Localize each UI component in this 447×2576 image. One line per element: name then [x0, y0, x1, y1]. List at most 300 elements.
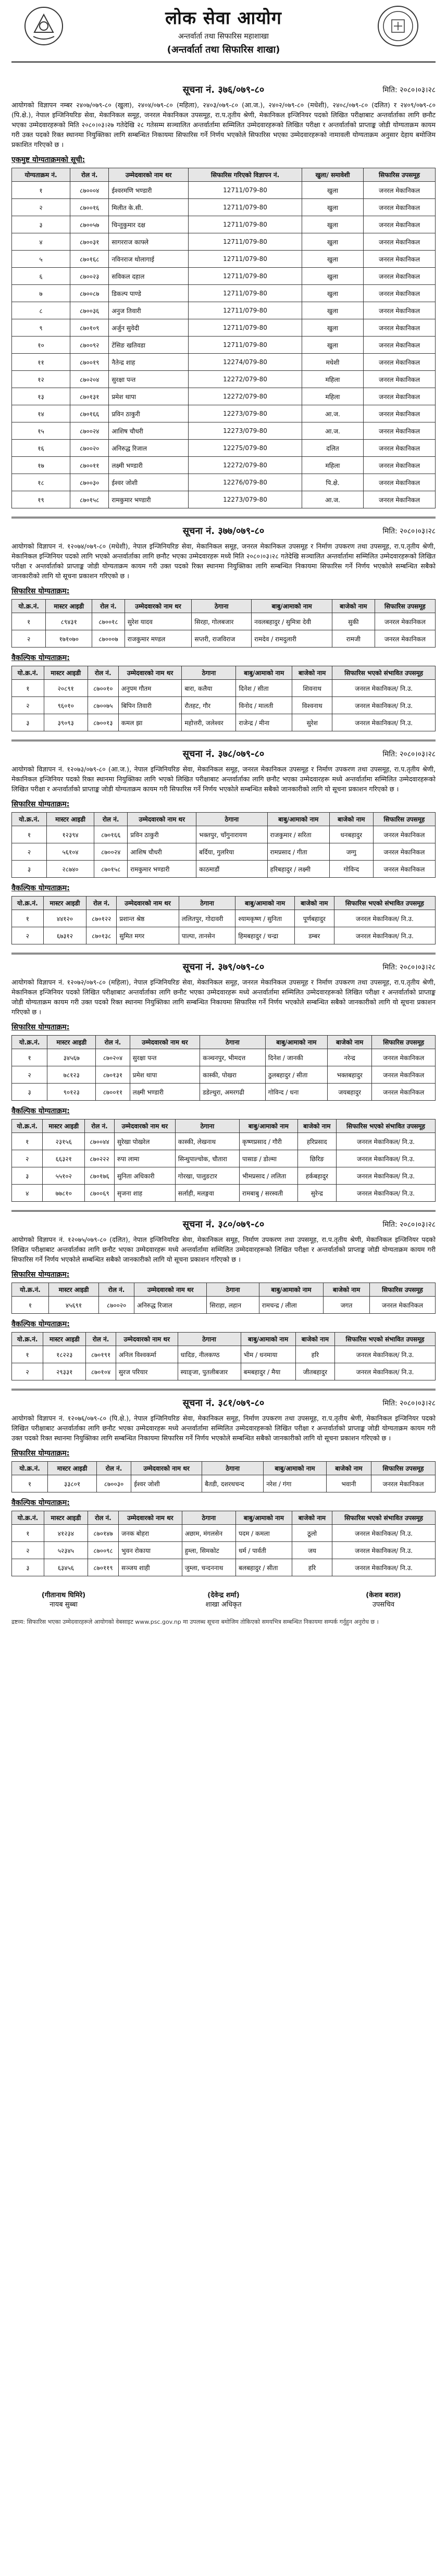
column-header: यो.क्र.नं.	[12, 813, 47, 826]
table-cell: ८७००२३	[70, 268, 109, 285]
column-header: सिफारिस भएको संभावित उपसमूह	[335, 1333, 436, 1346]
notice-date: मिति: २०८०।०३।२८	[382, 963, 436, 972]
column-header: बाजेको नाम	[329, 813, 373, 826]
column-header: यो.क्र.नं.	[12, 1511, 44, 1525]
table-cell: राजकुमार मण्डल	[125, 630, 192, 648]
table-cell: ८७०१३१	[96, 1066, 130, 1084]
column-header: ठेगाना	[192, 600, 252, 613]
table-row	[12, 251, 436, 268]
column-header: सिफारिस उपसमूह	[373, 813, 435, 826]
column-header: बाबु/आमाको नाम	[236, 1511, 292, 1525]
notice-block	[11, 1397, 436, 1576]
table-cell: ८७००११	[96, 1084, 130, 1101]
column-header: उम्मेदवारको नाम थर	[109, 168, 189, 182]
column-header: उम्मेदवारको नाम थर	[116, 1333, 178, 1346]
table-cell: भीम / धनमाया	[241, 1346, 295, 1363]
column-header: यो.क्र.नं.	[12, 600, 46, 613]
table-row	[12, 630, 436, 648]
table-cell: जनरल मेकानिकल	[363, 474, 435, 491]
table-cell: जनरल मेकानिकल	[363, 457, 435, 474]
table-cell: सुरेखा पोखरेल	[114, 1133, 175, 1150]
column-header: रोल नं.	[86, 897, 117, 910]
column-header: रोल नं.	[88, 666, 118, 680]
column-header: यो.क्र.नं.	[12, 666, 44, 680]
notice-header	[11, 748, 436, 760]
column-header: सिफारिस उपसमूह	[372, 1036, 436, 1049]
column-header: मास्टर आइडी	[43, 897, 86, 910]
table-cell: ७७८१०	[43, 1185, 85, 1202]
table-cell: ८७००२४	[70, 422, 109, 440]
table-cell: जनरल मेकानिकल/ नि.उ.	[332, 714, 436, 731]
table-cell: दिनेश / जानकी	[265, 1049, 327, 1066]
column-header: उम्मेदवारको नाम थर	[131, 1462, 202, 1475]
table-cell: बारा, कलैया	[182, 680, 236, 697]
table-cell: ३	[12, 1559, 44, 1576]
table-row	[12, 405, 436, 422]
table-row	[12, 1559, 436, 1576]
table-cell: ८	[12, 302, 70, 319]
notice-number: सूचना नं. ३७९/०७९-८०	[182, 962, 265, 973]
table-cell: अर्जुन सुवेदी	[109, 319, 189, 337]
header	[11, 0, 436, 83]
table-cell: 12711/079-80	[189, 337, 302, 354]
notice-number: सूचना नं. ३७७/०७९-८०	[182, 526, 265, 537]
notice-divider	[11, 517, 436, 518]
column-header: ठेगाना	[202, 1462, 264, 1475]
nepal-emblem-icon	[23, 5, 65, 47]
table-cell: अनुज तिवारी	[109, 302, 189, 319]
table-cell: ८७००१०	[88, 680, 118, 697]
table-cell: २	[12, 199, 70, 216]
table-cell: जय	[292, 1542, 332, 1559]
table-cell: १०	[12, 337, 70, 354]
table-cell: १६	[12, 440, 70, 457]
table-cell: २३१५६	[43, 1133, 85, 1150]
table-row	[12, 843, 436, 861]
table-cell: जनरल मेकानिकल	[363, 182, 435, 199]
table-header-row	[12, 1036, 436, 1049]
table-cell: हर्कबहादुर	[297, 1167, 336, 1185]
table-cell: भक्तपुर, चाँगुनारायण	[196, 826, 267, 843]
table-cell: १	[12, 910, 44, 927]
column-header: सिफारिस भएको संभावित उपसमूह	[332, 666, 436, 680]
table-cell: रामजी	[332, 630, 375, 648]
table-cell: गोविन्द	[329, 861, 373, 878]
table-cell: अनुपम गौतम	[118, 680, 182, 697]
table-cell: 12711/079-80	[189, 302, 302, 319]
table-cell: ८९४३१	[46, 613, 92, 630]
table-cell: कञ्चनपुर, भीमदत्त	[200, 1049, 266, 1066]
table-cell: ४५६९१	[48, 1297, 98, 1314]
table-cell: ७	[12, 285, 70, 302]
column-header: मास्टर आइडी	[47, 1036, 96, 1049]
table-cell: गोरखा, पालुङटार	[175, 1167, 239, 1185]
column-header: सिफारिस उपसमूह	[369, 1283, 435, 1297]
section-title: वैकल्पिक योग्यताक्रम:	[11, 654, 70, 662]
signer-2	[171, 1590, 276, 1609]
table-cell: ८७०११९	[88, 1559, 118, 1576]
column-header: बाबु/आमाको नाम	[267, 813, 329, 826]
column-header: बाबु/आमाको नाम	[259, 1283, 323, 1297]
column-header: उम्मेदवारको नाम थर	[134, 1283, 207, 1297]
table-cell: कृष्णप्रसाद / गौरी	[240, 1133, 298, 1150]
table-cell: रामकुमार भण्डारी	[128, 861, 196, 878]
table-cell: भीमप्रसाद / ललिता	[240, 1167, 298, 1185]
table-cell: आ.ज.	[302, 491, 364, 508]
column-header: सिफारिस उपसमूह	[371, 1462, 436, 1475]
table-cell: 12272/079-80	[189, 371, 302, 388]
table-cell: नैतेन्द्र शाह	[109, 354, 189, 371]
signer-role: शाखा अधिकृत	[205, 1601, 242, 1609]
table-cell: सुनिता अधिकारी	[114, 1167, 175, 1185]
table-cell: आ.ज.	[302, 422, 364, 440]
table-cell: ८७०१२२	[86, 910, 117, 927]
table-cell: जनरल मेकानिकल/ नि.उ.	[336, 1167, 435, 1185]
table-cell: १२	[12, 371, 70, 388]
column-header: बाबु/आमाको नाम	[265, 1036, 327, 1049]
table-cell: खुला	[302, 302, 364, 319]
table-cell: ८७००७५	[88, 697, 118, 714]
table-cell: हरि	[292, 1559, 332, 1576]
table-cell: छिरिङ	[297, 1150, 336, 1167]
column-header: यो.क्र.नं.	[12, 1333, 43, 1346]
table-cell: ४	[12, 233, 70, 251]
column-header: बाबु/आमाको नाम	[236, 666, 292, 680]
column-header: रोल नं.	[70, 168, 109, 182]
table-cell: जनरल मेकानिकल/ नि.उ.	[334, 910, 435, 927]
table-cell: २	[12, 843, 47, 861]
column-header: खुला/ समावेशी	[302, 168, 364, 182]
column-header: बाजेको नाम	[292, 666, 332, 680]
notice-body: आयोगको विज्ञापन नं. १२०७५/०७९-८० (दलित), नेपाल इन्जिनियरिङ सेवा, मेकानिकल समूह, निर्माण उपकरण तथा उपसमूह, रा.प.तृतीय श्रेणी, मेकानिकल इन्जिनियर पदको लिखित परीक्षाबाट अन्तर्वार्ताका लागि छनौट भएका उम्मेदवारहरू मध्ये अन्तर्वार्तामा सम्मिलित उम्मेदवारहरूको लिखित परीक्षा र अन्तर्वार्ताको प्राप्ताङ्क जोडी योग्यताक्रम कायम गरी सिफारिस गर्ने निर्णय भएकोले सम्बन्धित सबैको जानकारीको लागि यो सूचना प्रकाशन गरिएको छ ।	[11, 1236, 436, 1263]
table-row	[12, 422, 436, 440]
table-cell: ३९०९३	[44, 714, 88, 731]
table-cell: १	[12, 182, 70, 199]
notices-container	[11, 83, 436, 1576]
table-cell: जगत	[324, 1297, 370, 1314]
table-row	[12, 354, 436, 371]
column-header: बाबु/आमाको नाम	[235, 897, 294, 910]
table-cell: स्याङ्जा, पुतलीबजार	[178, 1363, 241, 1380]
table-cell: जनरल मेकानिकल	[375, 630, 435, 648]
table-row	[12, 697, 436, 714]
table-cell: सुरक्षा पन्त	[109, 371, 189, 388]
column-header: उम्मेदवारको नाम थर	[117, 897, 179, 910]
table-cell: रौतहट, गौर	[182, 697, 236, 714]
table-cell: १	[12, 1133, 43, 1150]
column-header: बाजेको नाम	[295, 1333, 334, 1346]
section-title: सिफारिस योग्यताक्रम:	[11, 1023, 70, 1031]
table-cell: ३	[12, 1084, 47, 1101]
table-cell: सिरहा, गोलबजार	[192, 613, 252, 630]
table-cell: ८७०१३८	[86, 927, 117, 944]
table-cell: २०८९१	[44, 680, 88, 697]
candidate-table	[11, 1035, 436, 1101]
table-cell: राजकुमार / सरिता	[267, 826, 329, 843]
table-cell: ८७००९२	[70, 337, 109, 354]
section-title: सिफारिस योग्यताक्रम:	[11, 800, 70, 808]
column-header: मास्टर आइडी	[43, 1119, 85, 1133]
column-header: मास्टर आइडी	[43, 1333, 86, 1346]
table-cell: मधेशी	[302, 354, 364, 371]
column-header: योग्यताक्रम नं.	[12, 168, 70, 182]
notice-date: मिति: २०८०।०३।२८	[382, 1399, 436, 1408]
table-cell: रामदेव / रामदुलारी	[252, 630, 332, 648]
table-cell: ८७००२०	[99, 1297, 134, 1314]
table-cell: हरिबहादुर / लक्ष्मी	[267, 861, 329, 878]
table-cell: 12272/079-80	[189, 457, 302, 474]
table-header-row	[12, 1119, 436, 1133]
section-title: सिफारिस योग्यताक्रम:	[11, 587, 70, 595]
table-cell: ८७०००४	[70, 182, 109, 199]
section-title: वैकल्पिक योग्यताक्रम:	[11, 1107, 70, 1115]
signer-1	[11, 1590, 116, 1609]
table-cell: जनरल मेकानिकल	[363, 491, 435, 508]
column-header: सिफारिस उपसमूह	[363, 168, 435, 182]
table-cell: २८७४०	[47, 861, 94, 878]
table-cell: प्रविन ठाकुरी	[109, 405, 189, 422]
table-cell: जग्गु	[329, 843, 373, 861]
table-cell: १	[12, 680, 44, 697]
table-cell: जनरल मेकानिकल	[363, 354, 435, 371]
table-cell: १	[12, 1297, 49, 1314]
column-header: उम्मेदवारको नाम थर	[119, 1511, 182, 1525]
table-header-row	[12, 600, 436, 613]
table-cell: विश्वनाथ	[292, 697, 332, 714]
table-cell: ८७०००७	[92, 630, 125, 648]
table-cell: १२३९४	[47, 826, 94, 843]
table-cell: ८७००२०	[70, 440, 109, 457]
section-title: सिफारिस योग्यताक्रम:	[11, 1271, 70, 1279]
notice-date: मिति: २०८०।०३।२८	[382, 85, 436, 94]
signer-3	[331, 1590, 436, 1609]
table-header-row	[12, 1333, 436, 1346]
notice-number: सूचना नं. ३८०/०७९-८०	[182, 1219, 265, 1230]
table-cell: ८७०१५८	[94, 861, 128, 878]
table-cell: अनिल विश्वकर्मा	[116, 1346, 178, 1363]
table-cell: पि.क्षे.	[302, 474, 364, 491]
table-cell: जनरल मेकानिकल	[363, 388, 435, 405]
org-subtitle: अन्तर्वार्ता तथा सिफारिस महाशाखा	[178, 32, 269, 41]
table-cell: बर्दिया, गुलरिया	[196, 843, 267, 861]
table-cell: आ.ज.	[302, 405, 364, 422]
candidate-table	[11, 168, 436, 508]
table-cell: जनरल मेकानिकल/ नि.उ.	[332, 1525, 436, 1542]
table-cell: भवानी	[326, 1475, 371, 1492]
table-cell: ८७००८७	[70, 285, 109, 302]
table-cell: जनरल मेकानिकल	[363, 337, 435, 354]
notice-number: सूचना नं. ३७६/०७९-८०	[182, 84, 265, 95]
notice-body: आयोगको विज्ञापन नम्बर २४०७/०७९-८० (खुला), २४०४/०७९-८० (महिला), २४०३/०७९-८० (आ.ज.), २४०२/०७९-८० (मधेशी), २४०८/०७९-८० (दलित) र २४०९/०७९-८० (पि.क्षे.), नेपाल इन्जिनियरिङ सेवा, मेकानिकल समूह, जनरल मेकानिकल उपसमूह, रा.प.तृतीय श्रेणी, मेकानिकल इन्जिनियर पदको लिखित परीक्षाबाट अन्तर्वार्ताका लागि छनौट भएका उम्मेदवारहरूको मिति २०८०।०३।२७ गतेदेखि २८ गतेसम्म सञ्चालित अन्तर्वार्तामा सम्मिलित उम्मेदवारहरूको लिखित परीक्षा र अन्तर्वार्ताको प्राप्ताङ्क जोडी योग्यताक्रम कायम गरी उक्त पदको रिक्त स्थानमा नियुक्तिका लागि सम्बन्धित निकायमा सिफारिस गर्ने निर्णय भएकोले सिफारिस भएका उम्मेदवारहरूको नामावली योग्यताक्रम अनुसार देहाय बमोजिम प्रकाशित गरिएको छ ।	[11, 101, 436, 148]
table-cell: २	[12, 1150, 43, 1167]
column-header: रोल नं.	[85, 1119, 115, 1133]
table-cell: 12711/079-80	[189, 216, 302, 233]
column-header: बाजेको नाम	[297, 1119, 336, 1133]
table-cell: 12273/079-80	[189, 491, 302, 508]
table-row	[12, 1066, 436, 1084]
seal-icon	[376, 4, 420, 48]
signer-name: (गीतानाथ घिमिरे)	[41, 1591, 86, 1599]
table-header-row	[12, 1511, 436, 1525]
table-cell: ८७००३०	[96, 1475, 131, 1492]
org-title: लोक सेवा आयोग	[165, 8, 282, 29]
table-cell: १७	[12, 457, 70, 474]
table-cell: ९	[12, 319, 70, 337]
table-cell: सविकल दहाल	[109, 268, 189, 285]
table-cell: सुरेश	[292, 714, 332, 731]
table-cell: आशिष चौधरी	[109, 422, 189, 440]
table-cell: ३४५६७	[47, 1049, 96, 1066]
table-row	[12, 1525, 436, 1542]
table-cell: 12711/079-80	[189, 233, 302, 251]
table-cell: ८७००१६	[70, 199, 109, 216]
table-cell: ३	[12, 861, 47, 878]
column-header: यो.क्र.नं.	[12, 1283, 49, 1297]
table-cell: सृजना शाह	[114, 1185, 175, 1202]
table-cell: सागरराज काफ्ले	[109, 233, 189, 251]
table-cell: ईश्वर जोशी	[131, 1475, 202, 1492]
table-row	[12, 1542, 436, 1559]
table-row	[12, 285, 436, 302]
table-header-row	[12, 897, 436, 910]
table-cell: ८७००२४	[94, 843, 128, 861]
column-header: बाजेको नाम	[294, 897, 334, 910]
table-cell: जनरल मेकानिकल/ नि.उ.	[332, 680, 436, 697]
column-header: उम्मेदवारको नाम थर	[130, 1036, 200, 1049]
column-header: उम्मेदवारको नाम थर	[125, 600, 192, 613]
notice-block	[11, 83, 436, 508]
table-cell: जीतबहादुर	[295, 1363, 334, 1380]
table-row	[12, 613, 436, 630]
table-cell: ११	[12, 354, 70, 371]
table-cell: 12711/079-80	[189, 319, 302, 337]
table-header-row	[12, 813, 436, 826]
table-row	[12, 491, 436, 508]
table-cell: जनरल मेकानिकल/ नि.उ.	[332, 1542, 436, 1559]
table-cell: ६	[12, 268, 70, 285]
table-row	[12, 268, 436, 285]
table-cell: ८७०१३१	[70, 388, 109, 405]
table-cell: ८७००१३	[88, 714, 118, 731]
column-header: बाबु/आमाको नाम	[241, 1333, 295, 1346]
column-header: बाजेको नाम	[332, 600, 375, 613]
notice-body: आयोगको विज्ञापन नं. १२०७२/०७९-८० (महिला), नेपाल इन्जिनियरिङ सेवा, मेकानिकल समूह, जनरल मेकानिकल उपसमूह र निर्माण उपकरण तथा उपसमूह, रा.प.तृतीय श्रेणी, मेकानिकल इन्जिनियर पदको लिखित परीक्षाबाट अन्तर्वार्ताका लागि छनौट भएका उम्मेदवारहरू मध्ये अन्तर्वार्तामा सम्मिलित उम्मेदवारहरूको लिखित परीक्षा र अन्तर्वार्ताको प्राप्ताङ्क जोडी योग्यताक्रम कायम गरी उक्त पदको रिक्त स्थानमा नियुक्तिका लागि सम्बन्धित निकायमा सिफारिस गर्ने निर्णय भएकोले सम्बन्धित सबैको जानकारीको लागि यो सूचना प्रकाशन गरिएको छ ।	[11, 978, 436, 1016]
table-cell: जनरल मेकानिकल	[363, 422, 435, 440]
column-header: मास्टर आइडी	[46, 600, 92, 613]
section-title: वैकल्पिक योग्यताक्रम:	[11, 1320, 70, 1328]
table-cell: सिन्धुपाल्चोक, चौतारा	[175, 1150, 239, 1167]
table-cell: ७८१२३	[47, 1066, 96, 1084]
table-row	[12, 927, 436, 944]
table-cell: २	[12, 1066, 47, 1084]
table-cell: कास्की, लेखनाथ	[175, 1133, 239, 1150]
column-header: रोल नं.	[94, 813, 128, 826]
column-header: रोल नं.	[96, 1462, 131, 1475]
table-cell: जनरल मेकानिकल/ नि.उ.	[332, 697, 436, 714]
candidate-table	[11, 812, 436, 878]
table-cell: अनिरुद्ध रिजाल	[109, 440, 189, 457]
table-cell: ईश्वर जोशी	[109, 474, 189, 491]
table-cell: बैतडी, दशरथचन्द	[202, 1475, 264, 1492]
table-cell: ८७०१०९	[70, 319, 109, 337]
column-header: बाबु/आमाको नाम	[252, 600, 332, 613]
signatures	[11, 1590, 436, 1609]
section-title: वैकल्पिक योग्यताक्रम:	[11, 1499, 70, 1507]
table-cell: हिमबहादुर / चन्द्रा	[235, 927, 294, 944]
table-cell: जनरल मेकानिकल	[373, 861, 435, 878]
table-cell: विनोद / मालती	[236, 697, 292, 714]
candidate-table	[11, 896, 436, 944]
footer-note: द्रष्टव्य: सिफारिस भएका उम्मेदवारहरूले आयोगको वेबसाइट www.psc.gov.np मा उपलब्ध सूचना बमोजिम तोकिएको समयभित्र सम्बन्धित निकायमा सम्पर्क गर्नुहुन अनुरोध छ ।	[11, 1619, 379, 1625]
table-cell: 12711/079-80	[189, 199, 302, 216]
table-cell: ४४१२०	[43, 910, 86, 927]
table-cell: १९	[12, 491, 70, 508]
table-cell: ५६१०४	[47, 843, 94, 861]
table-row	[12, 861, 436, 878]
notice-header	[11, 525, 436, 537]
table-cell: जनरल मेकानिकल	[363, 233, 435, 251]
table-cell: सुकी	[332, 613, 375, 630]
table-cell: जनरल मेकानिकल	[363, 302, 435, 319]
column-header: सिफारिस भएको संभावित उपसमूह	[336, 1119, 435, 1133]
table-row	[12, 826, 436, 843]
table-cell: शिवनाथ	[292, 680, 332, 697]
table-row	[12, 216, 436, 233]
candidate-table	[11, 1283, 436, 1314]
table-cell: 12275/079-80	[189, 440, 302, 457]
table-cell: खुला	[302, 268, 364, 285]
table-cell: 12276/079-80	[189, 474, 302, 491]
notice-divider	[11, 1389, 436, 1390]
table-cell: जनरल मेकानिकल	[363, 268, 435, 285]
table-cell: धादिङ, नीलकण्ठ	[178, 1346, 241, 1363]
table-row	[12, 910, 436, 927]
column-header: रोल नं.	[92, 600, 125, 613]
org-department: (अन्तर्वार्ता तथा सिफारिस शाखा)	[167, 44, 280, 55]
table-cell: बमबहादुर / मैया	[241, 1363, 295, 1380]
table-cell: जनरल मेकानिकल	[373, 843, 435, 861]
table-cell: धर्म / पार्वती	[236, 1542, 292, 1559]
table-cell: सुमित मगर	[117, 927, 179, 944]
table-cell: १	[12, 1346, 43, 1363]
table-cell: टेंसिङ खतिवडा	[109, 337, 189, 354]
column-header: बाबु/आमाको नाम	[264, 1462, 326, 1475]
table-cell: श्यामकृष्ण / सुनिता	[235, 910, 294, 927]
table-cell: नरेन्द्र	[327, 1049, 371, 1066]
table-cell: पाल्पा, तानसेन	[179, 927, 235, 944]
table-cell: सर्लाही, मलङ्गवा	[175, 1185, 239, 1202]
table-row	[12, 1084, 436, 1101]
table-cell: जयबहादुर	[327, 1084, 371, 1101]
table-cell: ८७००११	[70, 457, 109, 474]
table-cell: ९६०१०	[44, 697, 88, 714]
header-rule	[11, 61, 436, 63]
table-cell: लक्ष्मी भण्डारी	[109, 457, 189, 474]
table-cell: बिपिन तिवारी	[118, 697, 182, 714]
table-cell: आशिष चौधरी	[128, 843, 196, 861]
table-row	[12, 474, 436, 491]
table-cell: १८	[12, 474, 70, 491]
table-cell: जनरल मेकानिकल	[363, 216, 435, 233]
table-cell: ८७००३०	[70, 474, 109, 491]
table-cell: ८७०१६८	[70, 251, 109, 268]
table-row	[12, 1363, 436, 1380]
column-header: ठेगाना	[182, 666, 236, 680]
table-cell: सुरेन्द्र	[297, 1185, 336, 1202]
column-header: रोल नं.	[88, 1511, 118, 1525]
table-cell: जनरल मेकानिकल	[363, 251, 435, 268]
table-cell: काठमाडौं	[196, 861, 267, 878]
